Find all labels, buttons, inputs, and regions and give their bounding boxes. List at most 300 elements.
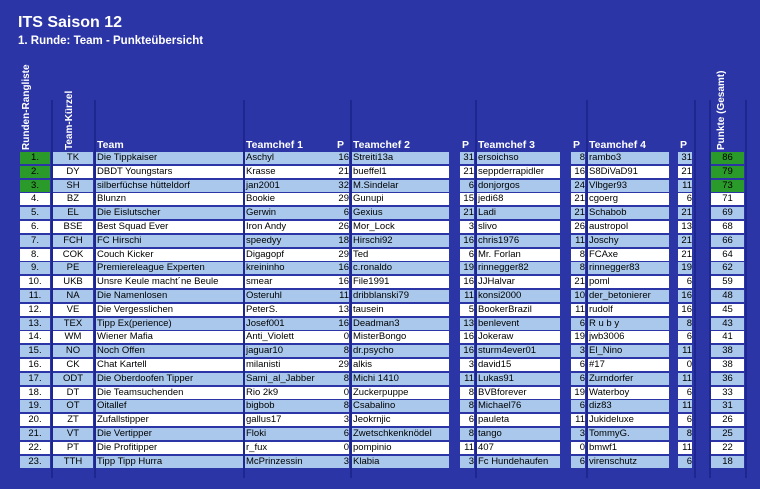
- cell-p1: 0: [335, 331, 349, 343]
- cell-t2: M.Sindelar: [352, 180, 449, 192]
- table-row: [0, 235, 760, 248]
- cell-t4: FCAxe: [588, 249, 669, 261]
- cell-code: NA: [53, 290, 93, 302]
- cell-t1: Aschyl: [245, 152, 336, 164]
- cell-p1: 16: [335, 262, 349, 274]
- cell-p4: 11: [678, 345, 692, 357]
- cell-t3: tango: [477, 428, 560, 440]
- cell-t4: rambo3: [588, 152, 669, 164]
- header-total: Punkte (Gesamt): [716, 70, 727, 150]
- cell-p4: 6: [678, 276, 692, 288]
- cell-t3: rinnegger82: [477, 262, 560, 274]
- cell-rank: 4.: [20, 193, 50, 205]
- cell-p4: 6: [678, 331, 692, 343]
- cell-rank: 16.: [20, 359, 50, 371]
- cell-p2: 8: [460, 400, 474, 412]
- cell-t4: R u b y: [588, 318, 669, 330]
- cell-t3: slivo: [477, 221, 560, 233]
- cell-p1: 8: [335, 345, 349, 357]
- cell-code: CK: [53, 359, 93, 371]
- header-teamchef-2: Teamchef 2: [353, 139, 410, 151]
- cell-t4: cgoerg: [588, 193, 669, 205]
- cell-p3: 8: [571, 249, 585, 261]
- cell-p4: 11: [678, 400, 692, 412]
- cell-total: 41: [711, 331, 744, 343]
- cell-team: Best Squad Ever: [96, 221, 243, 233]
- cell-t4: der_betonierer: [588, 290, 669, 302]
- cell-rank: 14.: [20, 331, 50, 343]
- cell-team: Unsre Keule macht´ne Beule: [96, 276, 243, 288]
- table-row: [0, 152, 760, 165]
- cell-rank: 7.: [20, 235, 50, 247]
- cell-t3: david15: [477, 359, 560, 371]
- table-row: [0, 193, 760, 206]
- cell-t3: BVBforever: [477, 387, 560, 399]
- cell-total: 45: [711, 304, 744, 316]
- cell-t4: TommyG.: [588, 428, 669, 440]
- table-row: [0, 359, 760, 372]
- cell-total: 69: [711, 207, 744, 219]
- cell-t3: 407: [477, 442, 560, 454]
- page-subtitle: 1. Runde: Team - Punkteübersicht: [18, 35, 204, 47]
- cell-rank: 8.: [20, 249, 50, 261]
- cell-team: Die Eislutscher: [96, 207, 243, 219]
- cell-t4: virenschutz: [588, 456, 669, 468]
- cell-t1: jan2001: [245, 180, 336, 192]
- cell-code: VT: [53, 428, 93, 440]
- cell-total: 38: [711, 345, 744, 357]
- cell-rank: 20.: [20, 414, 50, 426]
- table-row: [0, 290, 760, 303]
- cell-t4: Joschy: [588, 235, 669, 247]
- cell-p3: 21: [571, 276, 585, 288]
- cell-p3: 0: [571, 442, 585, 454]
- cell-t2: tausein: [352, 304, 449, 316]
- table-row: [0, 428, 760, 441]
- table-row: [0, 400, 760, 413]
- cell-p4: 21: [678, 166, 692, 178]
- cell-t2: c.ronaldo: [352, 262, 449, 274]
- cell-t2: Csabalino: [352, 400, 449, 412]
- cell-p2: 11: [460, 442, 474, 454]
- cell-p1: 16: [335, 152, 349, 164]
- cell-t3: ersoichso: [477, 152, 560, 164]
- table-row: [0, 456, 760, 469]
- cell-p2: 16: [460, 331, 474, 343]
- cell-code: PE: [53, 262, 93, 274]
- cell-total: 33: [711, 387, 744, 399]
- cell-code: UKB: [53, 276, 93, 288]
- cell-t1: Rio 2k9: [245, 387, 336, 399]
- cell-p2: 3: [460, 456, 474, 468]
- cell-total: 43: [711, 318, 744, 330]
- header-team: Team: [97, 139, 124, 151]
- cell-t1: kreininho: [245, 262, 336, 274]
- cell-rank: 23.: [20, 456, 50, 468]
- cell-t2: Gexius: [352, 207, 449, 219]
- cell-p2: 21: [460, 166, 474, 178]
- cell-p4: 16: [678, 304, 692, 316]
- cell-p1: 6: [335, 207, 349, 219]
- table-row: [0, 318, 760, 331]
- cell-team: Couch Kicker: [96, 249, 243, 261]
- cell-t1: bigbob: [245, 400, 336, 412]
- cell-p4: 16: [678, 290, 692, 302]
- cell-p1: 32: [335, 180, 349, 192]
- cell-p3: 19: [571, 331, 585, 343]
- cell-total: 31: [711, 400, 744, 412]
- cell-t4: El_Nino: [588, 345, 669, 357]
- cell-t1: Digagopf: [245, 249, 336, 261]
- cell-t2: Zuckerpuppe: [352, 387, 449, 399]
- cell-t3: Lukas91: [477, 373, 560, 385]
- cell-p1: 13: [335, 304, 349, 316]
- cell-t1: Josef001: [245, 318, 336, 330]
- cell-t3: Fc Hundehaufen: [477, 456, 560, 468]
- cell-code: WM: [53, 331, 93, 343]
- cell-p4: 6: [678, 193, 692, 205]
- cell-t1: smear: [245, 276, 336, 288]
- cell-t2: Streiti13a: [352, 152, 449, 164]
- cell-rank: 18.: [20, 387, 50, 399]
- table-row: [0, 414, 760, 427]
- cell-team: FC Hirschi: [96, 235, 243, 247]
- cell-t1: Floki: [245, 428, 336, 440]
- cell-p1: 16: [335, 276, 349, 288]
- cell-t2: Ted: [352, 249, 449, 261]
- header-code: Team-Kürzel: [64, 90, 75, 150]
- cell-team: Premiereleague Experten: [96, 262, 243, 274]
- cell-code: ZT: [53, 414, 93, 426]
- cell-total: 66: [711, 235, 744, 247]
- cell-p2: 21: [460, 207, 474, 219]
- cell-code: FCH: [53, 235, 93, 247]
- cell-total: 79: [711, 166, 744, 178]
- cell-rank: 19.: [20, 400, 50, 412]
- cell-p2: 6: [460, 180, 474, 192]
- cell-rank: 6.: [20, 221, 50, 233]
- cell-p1: 26: [335, 221, 349, 233]
- cell-p4: 0: [678, 359, 692, 371]
- cell-p2: 19: [460, 262, 474, 274]
- cell-code: TEX: [53, 318, 93, 330]
- cell-t1: Iron Andy: [245, 221, 336, 233]
- cell-total: 68: [711, 221, 744, 233]
- cell-p3: 3: [571, 345, 585, 357]
- cell-t1: PeterS.: [245, 304, 336, 316]
- cell-team: Die Vertipper: [96, 428, 243, 440]
- cell-team: Die Vergesslichen: [96, 304, 243, 316]
- cell-t4: #17: [588, 359, 669, 371]
- cell-p4: 6: [678, 387, 692, 399]
- cell-t1: Gerwin: [245, 207, 336, 219]
- cell-p3: 11: [571, 414, 585, 426]
- cell-p2: 3: [460, 221, 474, 233]
- cell-code: DY: [53, 166, 93, 178]
- cell-p4: 11: [678, 442, 692, 454]
- cell-t4: Zurndorfer: [588, 373, 669, 385]
- cell-p1: 8: [335, 400, 349, 412]
- cell-p2: 5: [460, 304, 474, 316]
- cell-p4: 6: [678, 456, 692, 468]
- cell-t2: dr.psycho: [352, 345, 449, 357]
- cell-t2: Deadman3: [352, 318, 449, 330]
- cell-t2: Klabia: [352, 456, 449, 468]
- cell-p2: 3: [460, 359, 474, 371]
- cell-team: Die Tippkaiser: [96, 152, 243, 164]
- cell-code: EL: [53, 207, 93, 219]
- cell-t3: sturm4ever01: [477, 345, 560, 357]
- cell-t3: donjorgos: [477, 180, 560, 192]
- cell-p2: 6: [460, 249, 474, 261]
- cell-t3: jedi68: [477, 193, 560, 205]
- cell-code: TK: [53, 152, 93, 164]
- cell-p1: 6: [335, 428, 349, 440]
- cell-p1: 18: [335, 235, 349, 247]
- cell-p4: 19: [678, 262, 692, 274]
- cell-t1: Anti_Violett: [245, 331, 336, 343]
- table-row: [0, 304, 760, 317]
- cell-t1: milanisti: [245, 359, 336, 371]
- cell-p3: 3: [571, 428, 585, 440]
- cell-t3: seppderrapidler: [477, 166, 560, 178]
- table-row: [0, 442, 760, 455]
- cell-team: Die Namenlosen: [96, 290, 243, 302]
- cell-t1: jaguar10: [245, 345, 336, 357]
- cell-p1: 29: [335, 193, 349, 205]
- cell-total: 22: [711, 442, 744, 454]
- cell-rank: 13.: [20, 318, 50, 330]
- table-row: [0, 387, 760, 400]
- cell-p1: 16: [335, 318, 349, 330]
- cell-p1: 29: [335, 359, 349, 371]
- cell-t4: S8DiVaD91: [588, 166, 669, 178]
- cell-p4: 11: [678, 373, 692, 385]
- cell-p1: 0: [335, 442, 349, 454]
- cell-p4: 6: [678, 414, 692, 426]
- cell-p2: 31: [460, 152, 474, 164]
- cell-total: 73: [711, 180, 744, 192]
- table-row: [0, 331, 760, 344]
- cell-p2: 8: [460, 387, 474, 399]
- cell-rank: 1.: [20, 152, 50, 164]
- cell-p3: 6: [571, 318, 585, 330]
- cell-total: 86: [711, 152, 744, 164]
- cell-total: 62: [711, 262, 744, 274]
- cell-t4: rudolf: [588, 304, 669, 316]
- cell-p3: 26: [571, 221, 585, 233]
- cell-rank: 12.: [20, 304, 50, 316]
- header-p2: P: [462, 139, 470, 151]
- cell-t1: speedyy: [245, 235, 336, 247]
- cell-t3: konsi2000: [477, 290, 560, 302]
- cell-p3: 6: [571, 456, 585, 468]
- cell-p2: 16: [460, 276, 474, 288]
- cell-p2: 16: [460, 235, 474, 247]
- table-row: [0, 345, 760, 358]
- header-p4: P: [680, 139, 688, 151]
- cell-p4: 21: [678, 249, 692, 261]
- table-row: [0, 166, 760, 179]
- cell-code: OT: [53, 400, 93, 412]
- cell-t2: bueffel1: [352, 166, 449, 178]
- cell-rank: 5.: [20, 207, 50, 219]
- cell-p4: 8: [678, 428, 692, 440]
- cell-p3: 16: [571, 166, 585, 178]
- header-teamchef-4: Teamchef 4: [589, 139, 646, 151]
- cell-rank: 22.: [20, 442, 50, 454]
- cell-team: Blunzn: [96, 193, 243, 205]
- cell-total: 36: [711, 373, 744, 385]
- cell-p3: 11: [571, 235, 585, 247]
- header-teamchef-3: Teamchef 3: [478, 139, 535, 151]
- cell-team: Die Teamsuchenden: [96, 387, 243, 399]
- cell-team: Zufallstipper: [96, 414, 243, 426]
- cell-t4: Vlbger93: [588, 180, 669, 192]
- cell-t3: Michael76: [477, 400, 560, 412]
- cell-p2: 15: [460, 193, 474, 205]
- cell-p2: 11: [460, 290, 474, 302]
- cell-code: VE: [53, 304, 93, 316]
- cell-total: 59: [711, 276, 744, 288]
- cell-rank: 2.: [20, 166, 50, 178]
- cell-team: Tipp Tipp Hurra: [96, 456, 243, 468]
- cell-p1: 3: [335, 414, 349, 426]
- cell-t1: Osteruhl: [245, 290, 336, 302]
- cell-p3: 11: [571, 304, 585, 316]
- cell-p1: 29: [335, 249, 349, 261]
- cell-t4: Jukideluxe: [588, 414, 669, 426]
- cell-p1: 21: [335, 166, 349, 178]
- cell-t2: Hirschi92: [352, 235, 449, 247]
- cell-team: Tipp Ex(perience): [96, 318, 243, 330]
- cell-p3: 8: [571, 262, 585, 274]
- cell-rank: 11.: [20, 290, 50, 302]
- page-title: ITS Saison 12: [18, 14, 123, 31]
- cell-p2: 11: [460, 373, 474, 385]
- cell-p3: 8: [571, 152, 585, 164]
- cell-t1: gallus17: [245, 414, 336, 426]
- cell-p3: 19: [571, 387, 585, 399]
- cell-p2: 13: [460, 318, 474, 330]
- cell-t3: Jokeraw: [477, 331, 560, 343]
- cell-p3: 21: [571, 207, 585, 219]
- cell-t4: Schabob: [588, 207, 669, 219]
- cell-p3: 24: [571, 180, 585, 192]
- cell-p4: 21: [678, 207, 692, 219]
- cell-total: 18: [711, 456, 744, 468]
- cell-t2: Zwetschkenknödel: [352, 428, 449, 440]
- cell-code: COK: [53, 249, 93, 261]
- cell-team: Oitallef: [96, 400, 243, 412]
- cell-t4: bmwf1: [588, 442, 669, 454]
- cell-total: 38: [711, 359, 744, 371]
- header-p3: P: [573, 139, 581, 151]
- cell-t3: Mr. Forlan: [477, 249, 560, 261]
- cell-t4: diz83: [588, 400, 669, 412]
- cell-total: 26: [711, 414, 744, 426]
- cell-p3: 6: [571, 359, 585, 371]
- cell-t1: McPrinzessin: [245, 456, 336, 468]
- cell-team: DBDT Youngstars: [96, 166, 243, 178]
- cell-p1: 0: [335, 387, 349, 399]
- cell-team: Noch Offen: [96, 345, 243, 357]
- cell-code: TTH: [53, 456, 93, 468]
- cell-rank: 17.: [20, 373, 50, 385]
- cell-code: BZ: [53, 193, 93, 205]
- cell-code: BSE: [53, 221, 93, 233]
- table-row: [0, 221, 760, 234]
- cell-t3: chris1976: [477, 235, 560, 247]
- table-row: [0, 276, 760, 289]
- cell-team: Chat Kartell: [96, 359, 243, 371]
- cell-code: PT: [53, 442, 93, 454]
- cell-total: 71: [711, 193, 744, 205]
- cell-total: 48: [711, 290, 744, 302]
- cell-rank: 3.: [20, 180, 50, 192]
- cell-code: NO: [53, 345, 93, 357]
- cell-t4: Waterboy: [588, 387, 669, 399]
- cell-t2: pompinio: [352, 442, 449, 454]
- cell-t2: File1991: [352, 276, 449, 288]
- cell-t3: benlevent: [477, 318, 560, 330]
- cell-team: Die Oberdoofen Tipper: [96, 373, 243, 385]
- cell-rank: 10.: [20, 276, 50, 288]
- cell-t1: r_fux: [245, 442, 336, 454]
- cell-t4: poml: [588, 276, 669, 288]
- cell-rank: 15.: [20, 345, 50, 357]
- header-p1: P: [337, 139, 345, 151]
- cell-t3: JJHalvar: [477, 276, 560, 288]
- table-header: [0, 139, 760, 151]
- cell-p3: 6: [571, 400, 585, 412]
- header-rank: Runden-Rangliste: [21, 64, 32, 150]
- cell-t2: Mor_Lock: [352, 221, 449, 233]
- cell-t1: Sami_al_Jabber: [245, 373, 336, 385]
- table-row: [0, 262, 760, 275]
- cell-p3: 6: [571, 373, 585, 385]
- cell-t2: alkis: [352, 359, 449, 371]
- cell-p4: 13: [678, 221, 692, 233]
- cell-p2: 6: [460, 414, 474, 426]
- cell-team: Wiener Mafia: [96, 331, 243, 343]
- cell-team: Die Profitipper: [96, 442, 243, 454]
- cell-t2: Gunupi: [352, 193, 449, 205]
- cell-t2: Michi 1410: [352, 373, 449, 385]
- cell-p3: 10: [571, 290, 585, 302]
- cell-rank: 9.: [20, 262, 50, 274]
- table-row: [0, 249, 760, 262]
- cell-code: ODT: [53, 373, 93, 385]
- cell-t3: Ladi: [477, 207, 560, 219]
- cell-t4: rinnegger83: [588, 262, 669, 274]
- table-row: [0, 373, 760, 386]
- cell-t4: austropol: [588, 221, 669, 233]
- cell-p1: 8: [335, 373, 349, 385]
- cell-p4: 31: [678, 152, 692, 164]
- cell-t4: jwb3006: [588, 331, 669, 343]
- cell-p1: 3: [335, 456, 349, 468]
- cell-code: SH: [53, 180, 93, 192]
- cell-p4: 11: [678, 180, 692, 192]
- header-teamchef-1: Teamchef 1: [246, 139, 303, 151]
- cell-p4: 8: [678, 318, 692, 330]
- cell-p3: 21: [571, 193, 585, 205]
- cell-t2: dribblanski79: [352, 290, 449, 302]
- cell-rank: 21.: [20, 428, 50, 440]
- cell-t3: pauleta: [477, 414, 560, 426]
- cell-total: 25: [711, 428, 744, 440]
